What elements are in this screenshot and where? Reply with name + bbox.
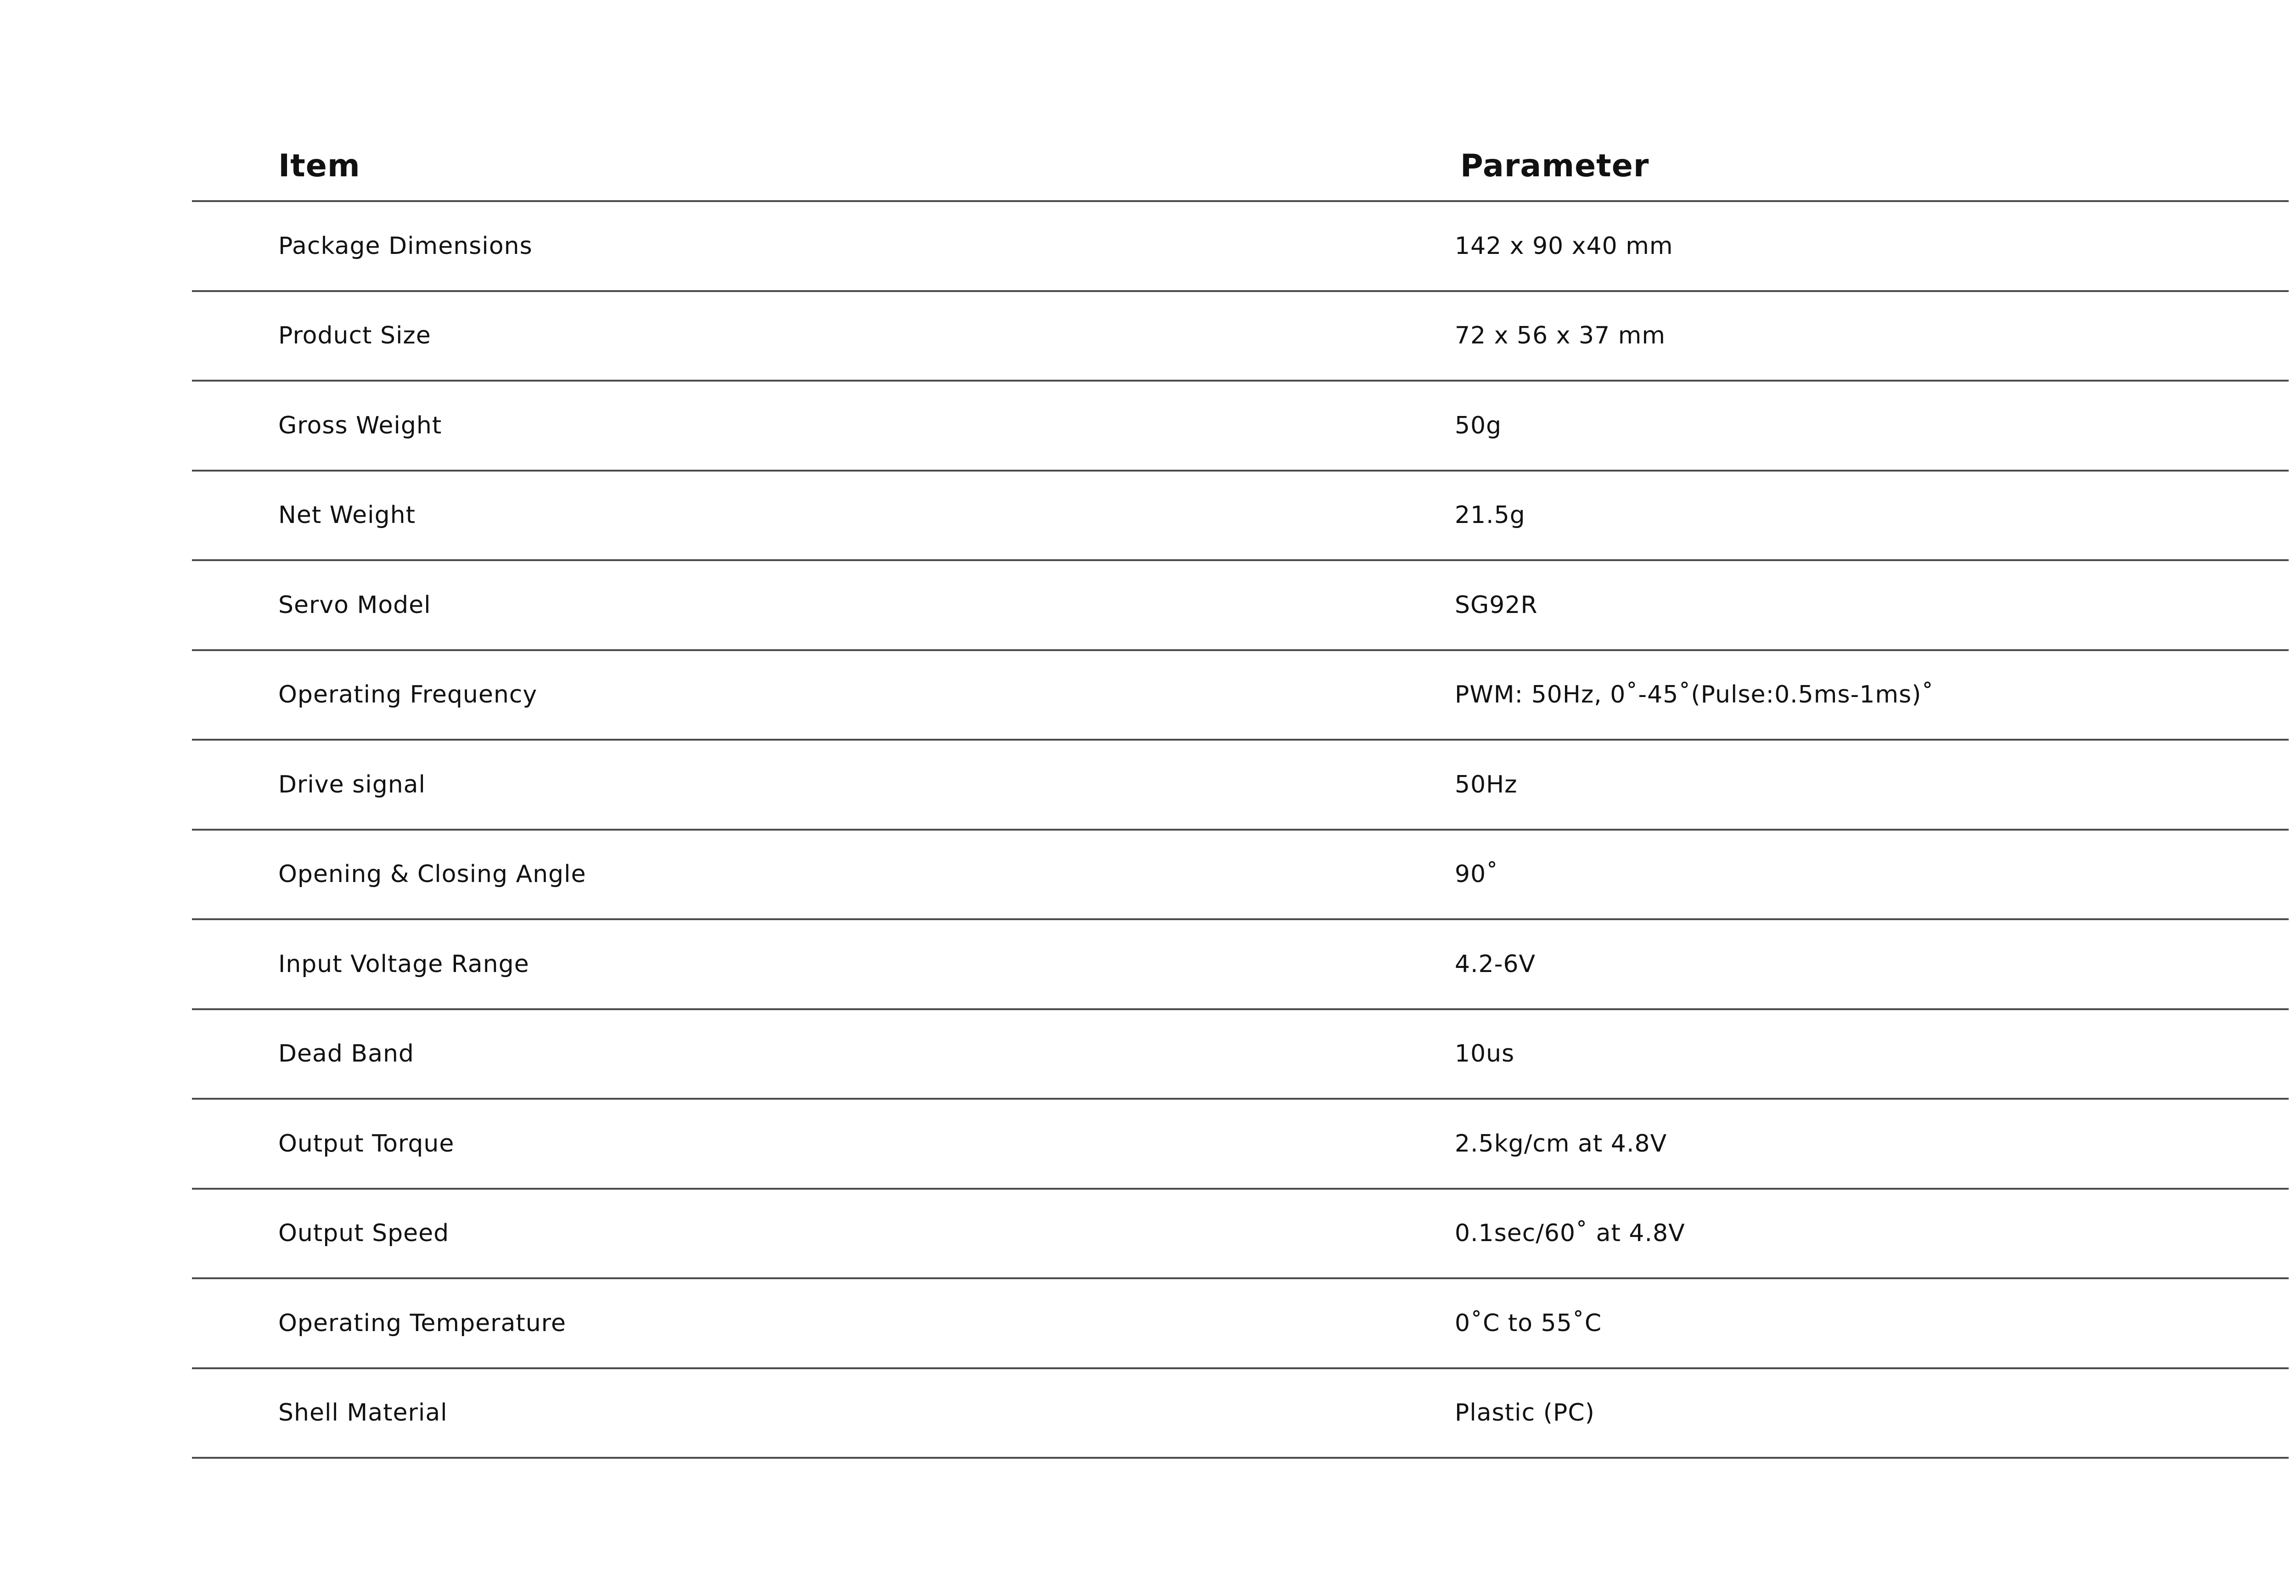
item-cell: Dead Band — [278, 1040, 414, 1068]
table-row — [192, 741, 2289, 831]
parameter-cell: 90˚ — [1455, 860, 1499, 888]
parameter-cell: PWM: 50Hz, 0˚-45˚(Pulse:0.5ms-1ms)˚ — [1455, 681, 1934, 709]
item-cell: Package Dimensions — [278, 232, 533, 260]
table-row — [192, 1369, 2289, 1459]
item-cell: Operating Frequency — [278, 681, 538, 709]
item-cell: Input Voltage Range — [278, 950, 529, 978]
item-cell: Output Torque — [278, 1130, 455, 1158]
item-cell: Output Speed — [278, 1219, 450, 1248]
table-row — [192, 1100, 2289, 1190]
parameter-cell: 72 x 56 x 37 mm — [1455, 322, 1666, 350]
parameter-cell: 50Hz — [1455, 770, 1518, 798]
item-cell: Operating Temperature — [278, 1309, 566, 1337]
parameter-cell: 0˚C to 55˚C — [1455, 1309, 1602, 1337]
parameter-cell: Plastic (PC) — [1455, 1399, 1595, 1427]
table-row — [192, 831, 2289, 921]
parameter-cell: 0.1sec/60˚ at 4.8V — [1455, 1219, 1685, 1248]
table-row — [192, 1279, 2289, 1369]
header-item: Item — [278, 148, 360, 184]
table-row — [192, 920, 2289, 1010]
parameter-cell: 4.2-6V — [1455, 950, 1536, 978]
table-row — [192, 472, 2289, 562]
table-row — [192, 292, 2289, 382]
parameter-cell: 10us — [1455, 1040, 1515, 1068]
table-row — [192, 561, 2289, 651]
table-row — [192, 382, 2289, 472]
table-row — [192, 1190, 2289, 1280]
table-row — [192, 202, 2289, 292]
table-header — [192, 123, 2289, 202]
parameter-cell: 50g — [1455, 411, 1502, 439]
parameter-cell: 21.5g — [1455, 501, 1525, 529]
table-row — [192, 651, 2289, 741]
header-parameter: Parameter — [1460, 148, 1649, 184]
item-cell: Shell Material — [278, 1399, 448, 1427]
item-cell: Servo Model — [278, 591, 431, 619]
table-row — [192, 1010, 2289, 1100]
parameter-cell: 142 x 90 x40 mm — [1455, 232, 1673, 260]
item-cell: Product Size — [278, 322, 431, 350]
parameter-cell: 2.5kg/cm at 4.8V — [1455, 1130, 1667, 1158]
spec-table — [192, 123, 2289, 1459]
table-body — [192, 202, 2289, 1459]
item-cell: Opening & Closing Angle — [278, 860, 586, 888]
parameter-cell: SG92R — [1455, 591, 1538, 619]
item-cell: Drive signal — [278, 770, 426, 798]
item-cell: Net Weight — [278, 501, 416, 529]
item-cell: Gross Weight — [278, 411, 442, 439]
